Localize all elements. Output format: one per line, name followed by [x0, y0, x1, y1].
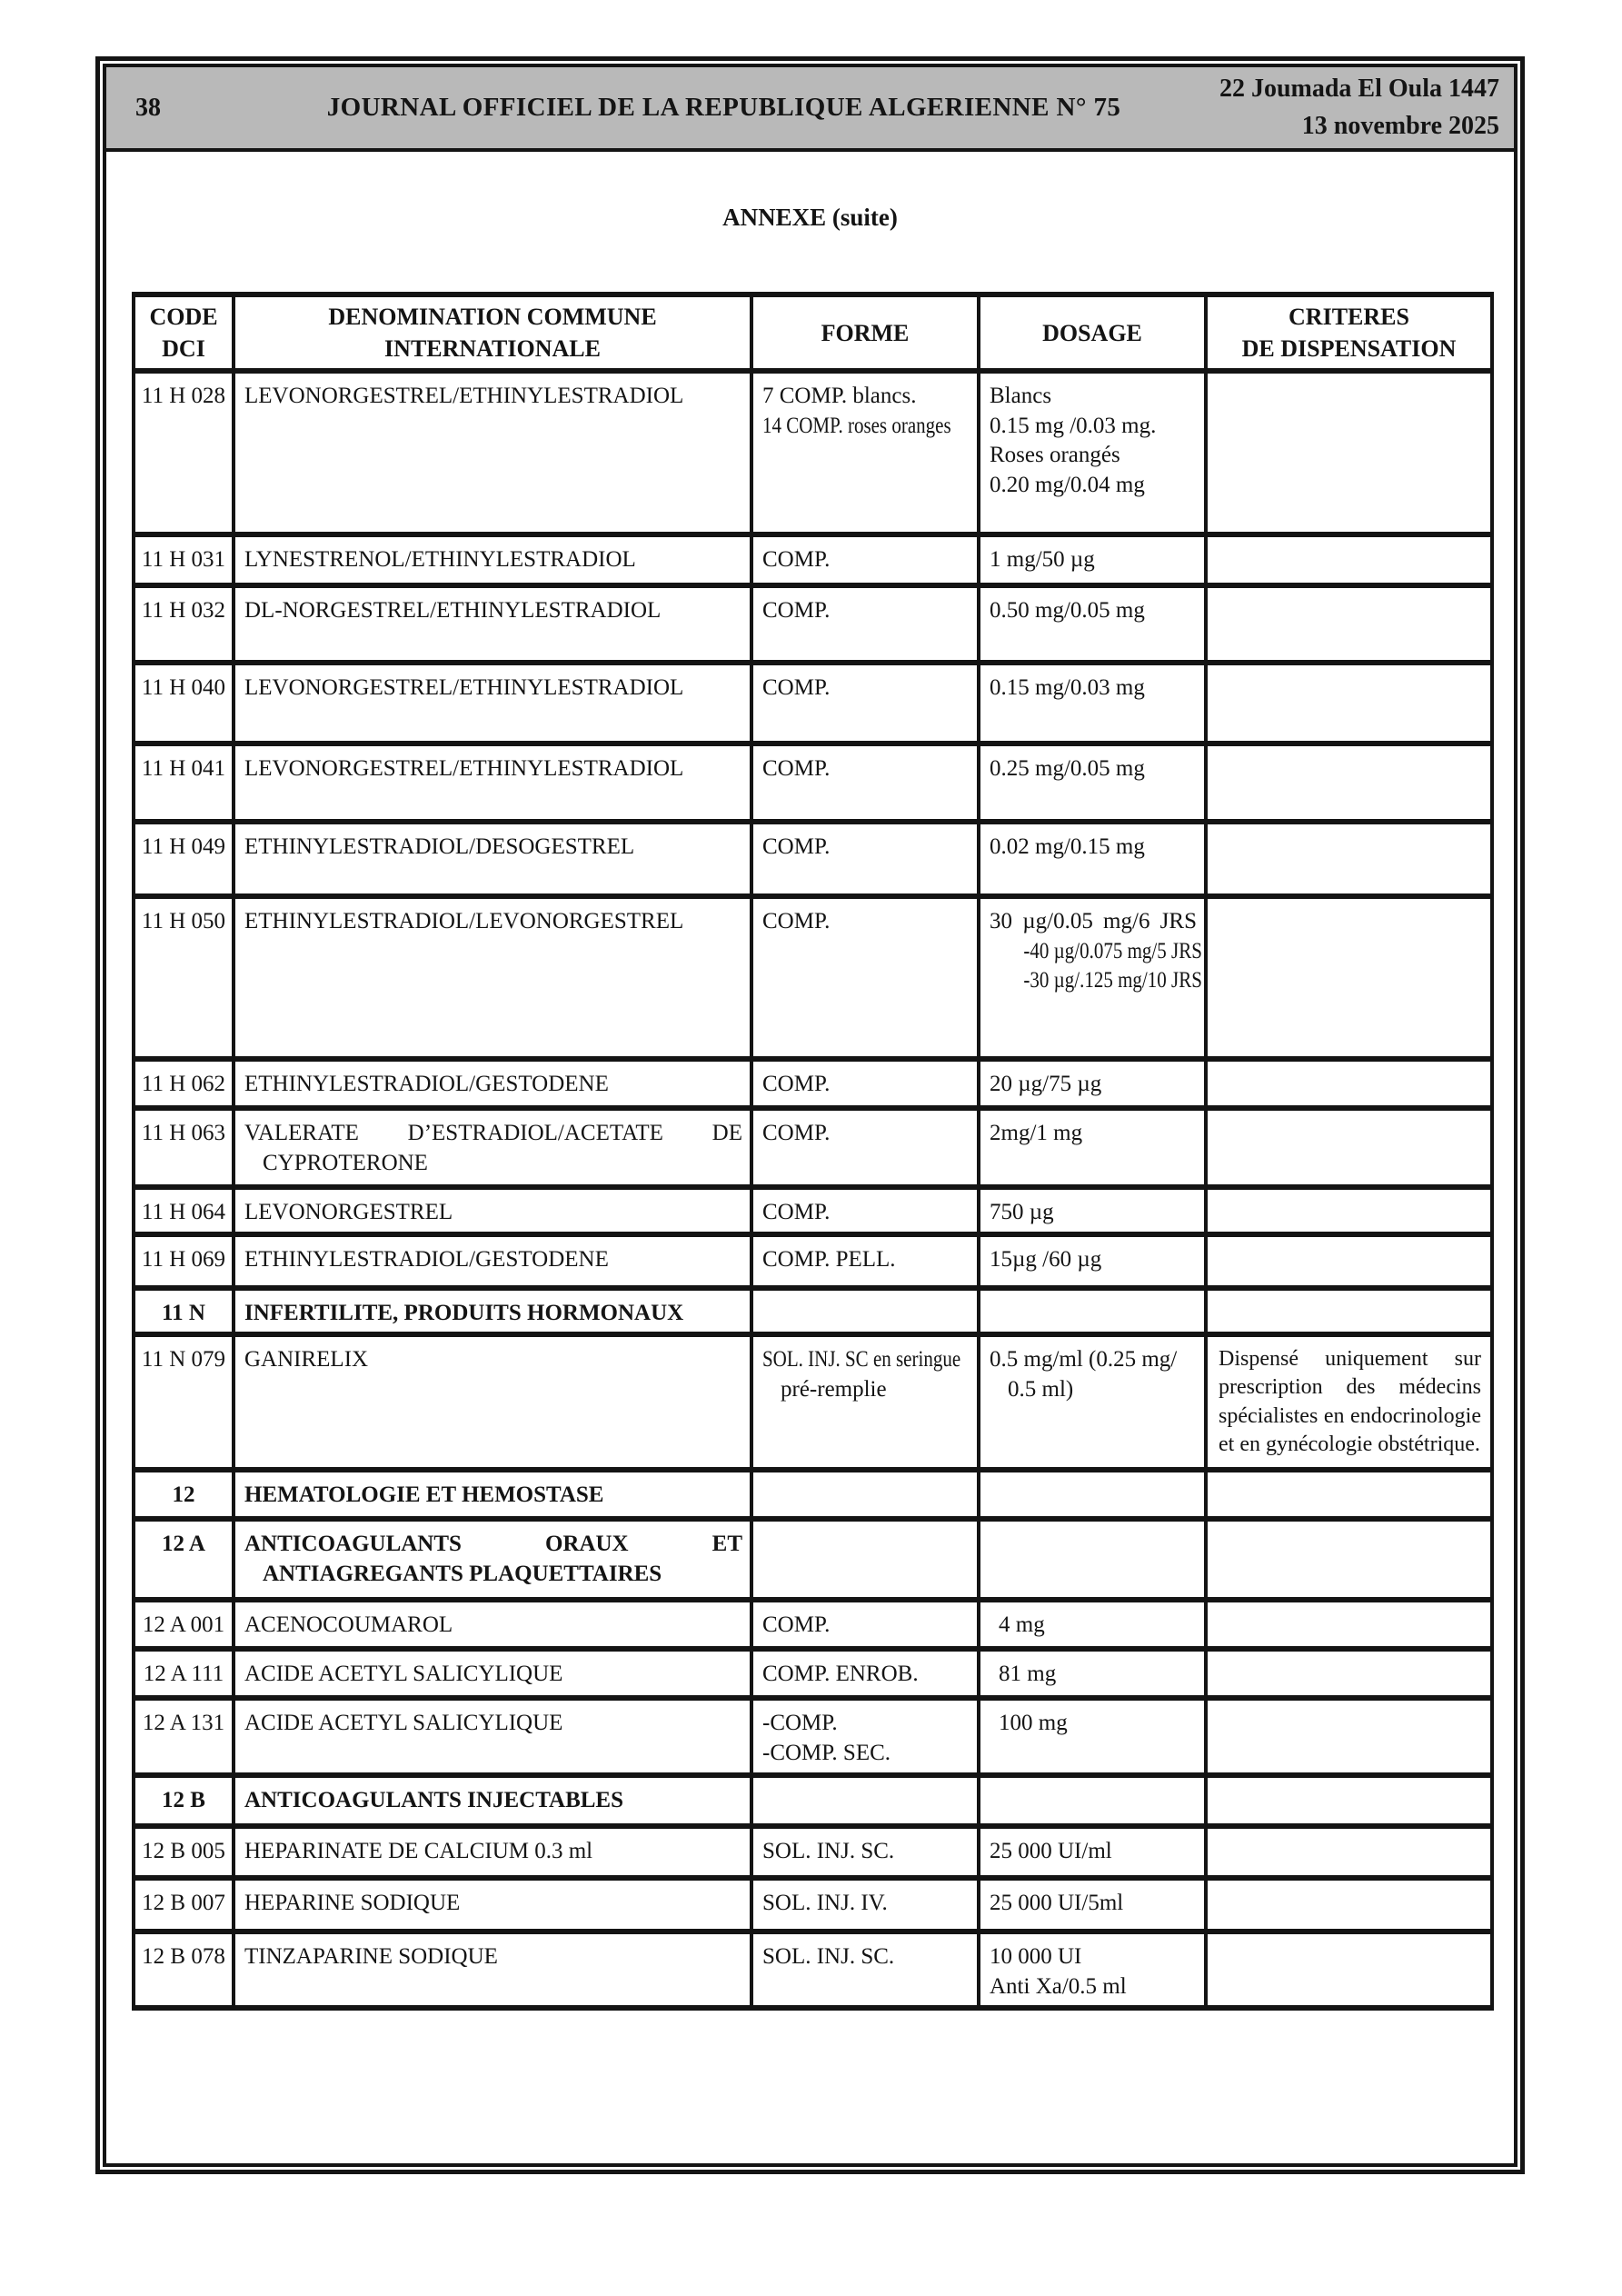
cell-line: 81 mg — [999, 1662, 1057, 1687]
column-header-3 — [979, 294, 1206, 371]
cell-line: -COMP. — [762, 1711, 838, 1736]
cell-code: 12 A 001 — [134, 1600, 234, 1649]
cell-code: 11 H 049 — [134, 822, 234, 896]
cell-criteres — [1206, 822, 1492, 896]
cell-line: ETHINYLESTRADIOL/GESTODENE — [244, 1246, 609, 1272]
cell-forme — [751, 1288, 979, 1335]
cell-criteres — [1206, 1878, 1492, 1932]
cell-dosage — [979, 1698, 1206, 1775]
cell-line: CYPROTERONE — [263, 1150, 428, 1175]
column-header-0 — [134, 294, 234, 371]
cell-code: 11 H 050 — [134, 896, 234, 1059]
cell-line: ETHINYLESTRADIOL/GESTODENE — [244, 1072, 609, 1097]
cell-code: 12 B 005 — [134, 1826, 234, 1878]
column-header-line: CRITERES — [1289, 304, 1409, 330]
cell-criteres — [1206, 1288, 1492, 1335]
cell-denomination — [234, 585, 751, 663]
cell-code: 12 A 131 — [134, 1698, 234, 1775]
cell-forme — [751, 744, 979, 822]
cell-denomination — [234, 1059, 751, 1108]
cell-criteres — [1206, 585, 1492, 663]
cell-denomination — [234, 1698, 751, 1775]
cell-criteres — [1206, 534, 1492, 585]
cell-code: 11 H 064 — [134, 1187, 234, 1234]
cell-line: ETHINYLESTRADIOL/DESOGESTREL — [244, 834, 635, 860]
cell-denomination — [234, 534, 751, 585]
cell-dosage — [979, 1334, 1206, 1470]
cell-denomination — [234, 896, 751, 1059]
journal-title: JOURNAL OFFICIEL DE LA REPUBLIQUE ALGERIENNE N° 75 — [326, 93, 1121, 122]
cell-line: HEMATOLOGIE ET HEMOSTASE — [244, 1482, 604, 1508]
cell-dosage — [979, 1187, 1206, 1234]
table-row — [134, 1234, 1492, 1288]
cell-criteres — [1206, 1826, 1492, 1878]
cell-line: -COMP. SEC. — [762, 1740, 891, 1765]
cell-dosage — [979, 744, 1206, 822]
column-header-line: DCI — [162, 335, 205, 363]
cell-line: Anti Xa/0.5 ml — [990, 1973, 1127, 1999]
cell-criteres — [1206, 1108, 1492, 1187]
cell-code: 11 H 063 — [134, 1108, 234, 1187]
cell-line: 10 000 UI — [990, 1944, 1082, 1970]
cell-line: COMP. — [762, 756, 831, 782]
section-row — [134, 1288, 1492, 1335]
column-header-line: DENOMINATION COMMUNE — [328, 304, 657, 330]
cell-forme — [751, 1775, 979, 1826]
cell-dosage — [979, 1649, 1206, 1698]
cell-line: 25 000 UI/ml — [990, 1839, 1112, 1864]
cell-dosage — [979, 1234, 1206, 1288]
cell-line: VALERATE D’ESTRADIOL/ACETATE DE — [244, 1121, 742, 1146]
cell-line — [990, 937, 1202, 967]
cell-line: 0.15 mg/0.03 mg — [990, 675, 1145, 701]
column-header-line: INTERNATIONALE — [384, 335, 601, 363]
cell-line: COMP. ENROB. — [762, 1662, 919, 1687]
column-header-2 — [751, 294, 979, 371]
cell-code: 11 H 040 — [134, 663, 234, 744]
cell-line: SOL. INJ. SC. — [762, 1944, 895, 1970]
cell-dosage — [979, 1878, 1206, 1932]
cell-line: SOL. INJ. SC. — [762, 1839, 895, 1864]
section-row — [134, 1775, 1492, 1826]
cell-line: ANTICOAGULANTS ORAUX ET — [244, 1532, 742, 1557]
cell-criteres — [1206, 1519, 1492, 1600]
cell-code: 12 — [134, 1470, 234, 1519]
cell-line: 0.50 mg/0.05 mg — [990, 598, 1145, 624]
cell-line: INFERTILITE, PRODUITS HORMONAUX — [244, 1300, 684, 1325]
section-row — [134, 1470, 1492, 1519]
cell-line: HEPARINE SODIQUE — [244, 1891, 461, 1916]
cell-line: 4 mg — [999, 1612, 1045, 1638]
table-row — [134, 663, 1492, 744]
column-header-line: FORME — [821, 319, 910, 346]
cell-forme — [751, 1878, 979, 1932]
cell-line: COMP. — [762, 675, 831, 701]
cell-line: COMP. — [762, 834, 831, 860]
cell-forme — [751, 1826, 979, 1878]
cell-line: 0.02 mg/0.15 mg — [990, 834, 1145, 860]
cell-forme — [751, 1649, 979, 1698]
cell-denomination — [234, 1288, 751, 1335]
page-number: 38 — [135, 93, 161, 122]
cell-code: 11 H 032 — [134, 585, 234, 663]
cell-line: COMP. — [762, 1072, 831, 1097]
cell-denomination — [234, 1600, 751, 1649]
cell-line: 0.5 mg/ml (0.25 mg/ — [990, 1347, 1178, 1373]
date-hijri: 22 Joumada El Oula 1447 — [1219, 74, 1499, 103]
cell-forme — [751, 663, 979, 744]
cell-forme — [751, 371, 979, 534]
cell-line: 30 µg/0.05 mg/6 JRS — [990, 909, 1197, 934]
cell-line: 0.25 mg/0.05 mg — [990, 756, 1145, 782]
cell-forme — [751, 896, 979, 1059]
cell-line: ANTICOAGULANTS INJECTABLES — [244, 1788, 623, 1813]
condensed-text: -30 µg/.125 mg/10 JRS — [1023, 968, 1202, 993]
cell-denomination — [234, 822, 751, 896]
cell-dosage — [979, 534, 1206, 585]
cell-criteres — [1206, 1698, 1492, 1775]
cell-criteres — [1206, 1234, 1492, 1288]
cell-code: 11 H 028 — [134, 371, 234, 534]
cell-forme — [751, 534, 979, 585]
cell-code: 12 B — [134, 1775, 234, 1826]
cell-code: 11 H 069 — [134, 1234, 234, 1288]
cell-denomination — [234, 1234, 751, 1288]
cell-dosage — [979, 1600, 1206, 1649]
cell-line: ACENOCOUMAROL — [244, 1612, 453, 1638]
cell-line: 2mg/1 mg — [990, 1121, 1083, 1146]
cell-denomination — [234, 371, 751, 534]
cell-dosage — [979, 1775, 1206, 1826]
cell-denomination — [234, 1187, 751, 1234]
table-row — [134, 822, 1492, 896]
cell-denomination — [234, 1878, 751, 1932]
table-row — [134, 896, 1492, 1059]
cell-line: ACIDE ACETYL SALICYLIQUE — [244, 1662, 563, 1687]
cell-line: COMP. — [762, 1121, 831, 1146]
cell-forme — [751, 822, 979, 896]
table-row — [134, 534, 1492, 585]
cell-line: TINZAPARINE SODIQUE — [244, 1944, 498, 1970]
cell-criteres — [1206, 896, 1492, 1059]
cell-line: SOL. INJ. IV. — [762, 1891, 888, 1916]
cell-line: 750 µg — [990, 1200, 1054, 1225]
table-row — [134, 1108, 1492, 1187]
table-row — [134, 1649, 1492, 1698]
cell-line: COMP. — [762, 1200, 831, 1225]
cell-criteres — [1206, 1334, 1492, 1470]
table-row — [134, 1059, 1492, 1108]
cell-criteres — [1206, 1775, 1492, 1826]
cell-criteres — [1206, 744, 1492, 822]
table-row — [134, 744, 1492, 822]
cell-line — [762, 1345, 970, 1375]
table-row — [134, 1878, 1492, 1932]
cell-line: ANTIAGREGANTS PLAQUETTAIRES — [263, 1561, 662, 1586]
cell-criteres — [1206, 1932, 1492, 2008]
cell-line: 25 000 UI/5ml — [990, 1891, 1124, 1916]
cell-code: 12 A 111 — [134, 1649, 234, 1698]
cell-code: 11 N — [134, 1288, 234, 1335]
cell-line — [762, 412, 970, 442]
cell-forme — [751, 1519, 979, 1600]
cell-forme — [751, 1108, 979, 1187]
column-header-4 — [1206, 294, 1492, 371]
cell-line: HEPARINATE DE CALCIUM 0.3 ml — [244, 1839, 593, 1864]
cell-criteres — [1206, 371, 1492, 534]
page-frame — [95, 56, 1525, 2174]
cell-line: DL-NORGESTREL/ETHINYLESTRADIOL — [244, 598, 662, 624]
table-row — [134, 1334, 1492, 1470]
date-gregorian: 13 novembre 2025 — [1301, 111, 1499, 140]
cell-forme — [751, 1059, 979, 1108]
cell-dosage — [979, 1288, 1206, 1335]
cell-code: 12 B 007 — [134, 1878, 234, 1932]
table-row — [134, 585, 1492, 663]
cell-code: 11 N 079 — [134, 1334, 234, 1470]
cell-line: GANIRELIX — [244, 1347, 369, 1373]
cell-code: 12 A — [134, 1519, 234, 1600]
cell-line: COMP. PELL. — [762, 1246, 896, 1272]
cell-line: COMP. — [762, 598, 831, 624]
cell-dosage — [979, 371, 1206, 534]
cell-line: 7 COMP. blancs. — [762, 384, 917, 409]
cell-dosage — [979, 1932, 1206, 2008]
annex-table-body — [134, 371, 1492, 2008]
cell-code: 11 H 031 — [134, 534, 234, 585]
cell-forme — [751, 585, 979, 663]
page-frame-inner — [103, 64, 1518, 2167]
table-row — [134, 1932, 1492, 2008]
cell-dosage — [979, 1470, 1206, 1519]
table-row — [134, 1698, 1492, 1775]
header-dates — [1196, 71, 1514, 145]
cell-denomination — [234, 744, 751, 822]
cell-criteres — [1206, 1059, 1492, 1108]
cell-criteres — [1206, 1470, 1492, 1519]
cell-forme — [751, 1600, 979, 1649]
cell-denomination — [234, 1826, 751, 1878]
cell-line: 1 mg/50 µg — [990, 547, 1095, 573]
cell-line — [990, 966, 1202, 996]
cell-line: LEVONORGESTREL/ETHINYLESTRADIOL — [244, 675, 684, 701]
cell-dosage — [979, 1519, 1206, 1600]
cell-line: 0.5 ml) — [1008, 1376, 1074, 1402]
table-row — [134, 371, 1492, 534]
cell-denomination — [234, 1649, 751, 1698]
cell-line: 0.15 mg /0.03 mg. — [990, 413, 1157, 438]
cell-line: LEVONORGESTREL — [244, 1200, 453, 1225]
cell-line: Roses orangés — [990, 443, 1120, 468]
annex-header-row — [134, 294, 1492, 371]
cell-code: 11 H 041 — [134, 744, 234, 822]
cell-line: COMP. — [762, 547, 831, 573]
cell-line: LEVONORGESTREL/ETHINYLESTRADIOL — [244, 756, 684, 782]
cell-code: 12 B 078 — [134, 1932, 234, 2008]
annex-table — [132, 292, 1494, 2011]
cell-forme — [751, 1932, 979, 2008]
column-header-line: DE DISPENSATION — [1241, 335, 1457, 363]
table-row — [134, 1187, 1492, 1234]
cell-line: 15µg /60 µg — [990, 1246, 1102, 1272]
cell-dosage — [979, 663, 1206, 744]
column-header-line: DOSAGE — [1042, 319, 1142, 346]
condensed-text: SOL. INJ. SC en seringue — [762, 1347, 961, 1373]
cell-forme — [751, 1698, 979, 1775]
cell-denomination — [234, 1108, 751, 1187]
cell-dosage — [979, 896, 1206, 1059]
cell-denomination — [234, 1519, 751, 1600]
cell-dosage — [979, 585, 1206, 663]
cell-code: 11 H 062 — [134, 1059, 234, 1108]
cell-forme — [751, 1334, 979, 1470]
cell-forme — [751, 1187, 979, 1234]
cell-denomination — [234, 1932, 751, 2008]
cell-line: COMP. — [762, 909, 831, 934]
cell-criteres — [1206, 1600, 1492, 1649]
cell-line: COMP. — [762, 1612, 831, 1638]
cell-denomination — [234, 663, 751, 744]
cell-line: ETHINYLESTRADIOL/LEVONORGESTREL — [244, 909, 684, 934]
cell-line: 100 mg — [999, 1711, 1068, 1736]
cell-denomination — [234, 1334, 751, 1470]
cell-line: 20 µg/75 µg — [990, 1072, 1102, 1097]
cell-forme — [751, 1234, 979, 1288]
cell-line: pré-remplie — [781, 1376, 887, 1402]
table-row — [134, 1600, 1492, 1649]
column-header-1 — [234, 294, 751, 371]
cell-dosage — [979, 1108, 1206, 1187]
table-row — [134, 1826, 1492, 1878]
column-header-line: CODE — [149, 304, 218, 330]
section-row — [134, 1519, 1492, 1600]
cell-line: 0.20 mg/0.04 mg — [990, 472, 1145, 497]
cell-dosage — [979, 1059, 1206, 1108]
cell-dosage — [979, 822, 1206, 896]
cell-dosage — [979, 1826, 1206, 1878]
cell-line: ACIDE ACETYL SALICYLIQUE — [244, 1711, 563, 1736]
condensed-text: -40 µg/0.075 mg/5 JRS — [1023, 938, 1202, 963]
cell-criteres — [1206, 663, 1492, 744]
header-band — [106, 67, 1514, 152]
cell-criteres — [1206, 1187, 1492, 1234]
cell-line: Blancs — [990, 384, 1052, 409]
annexe-title: ANNEXE (suite) — [722, 204, 898, 231]
cell-forme — [751, 1470, 979, 1519]
condensed-text: 14 COMP. roses oranges — [762, 413, 951, 438]
cell-denomination — [234, 1470, 751, 1519]
cell-line: LEVONORGESTREL/ETHINYLESTRADIOL — [244, 384, 684, 409]
cell-line: Dispensé uniquement sur prescription des médecins spécialistes en endocrinologie et en gynécologie obstétrique. — [1219, 1347, 1481, 1456]
cell-criteres — [1206, 1649, 1492, 1698]
cell-denomination — [234, 1775, 751, 1826]
cell-line: LYNESTRENOL/ETHINYLESTRADIOL — [244, 547, 636, 573]
